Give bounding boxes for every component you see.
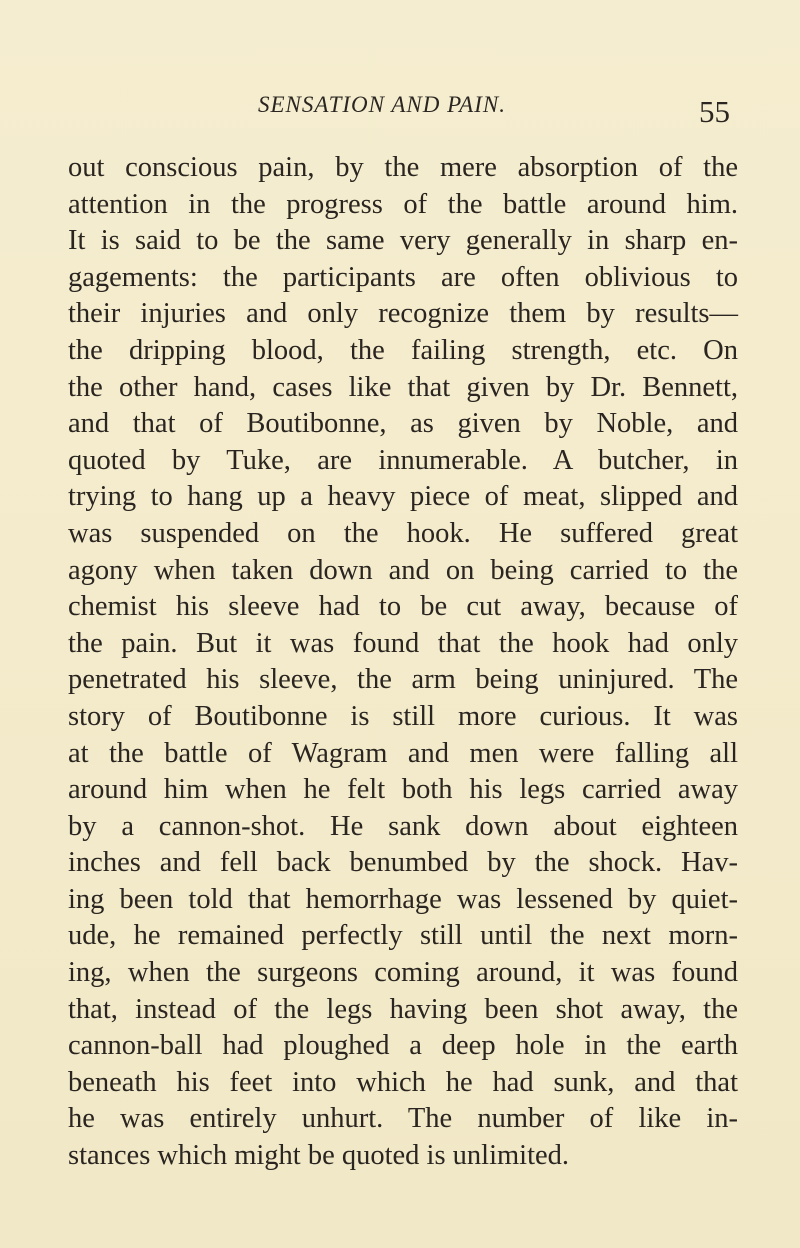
text-line: inches and fell back benumbed by the shock. Hav- [68,847,738,879]
text-line: It is said to be the same very generally in sharp en- [68,225,738,257]
text-line: by a cannon-shot. He sank down about eighteen [68,810,738,842]
text-line: ude, he remained perfectly still until the next morn- [68,920,738,952]
text-line: trying to hang up a heavy piece of meat, slipped and [68,481,738,513]
text-line: and that of Boutibonne, as given by Noble, and [68,408,738,440]
text-line: out conscious pain, by the mere absorption of the [68,152,738,183]
running-title: SENSATION AND PAIN. [258,92,506,117]
text-line: the pain. But it was found that the hook had only [68,627,738,659]
running-head [0,92,800,132]
text-line: that, instead of the legs having been shot away, the [68,993,738,1025]
body-text [68,150,738,1175]
text-line: agony when taken down and on being carried to the [68,554,738,586]
text-line: penetrated his sleeve, the arm being uninjured. The [68,664,738,696]
text-line: was suspended on the hook. He suffered great [68,517,738,549]
text-line: stances which might be quoted is unlimited. [68,1140,570,1172]
text-line: he was entirely unhurt. The number of like in- [68,1103,738,1135]
text-line: at the battle of Wagram and men were falling all [68,737,738,769]
text-line: the other hand, cases like that given by Dr. Bennett, [68,371,738,403]
text-line: story of Boutibonne is still more curious. It was [68,700,738,732]
text-line: the dripping blood, the failing strength, etc. On [68,334,738,366]
page-number: 55 [699,94,730,129]
text-line: cannon-ball had ploughed a deep hole in the earth [68,1030,738,1062]
text-line: their injuries and only recognize them by results— [68,298,738,330]
text-line: gagements: the participants are often oblivious to [68,261,738,293]
text-line: attention in the progress of the battle around him. [68,188,738,220]
text-line: ing been told that hemorrhage was lessened by quiet- [68,883,738,915]
text-line: quoted by Tuke, are innumerable. A butcher, in [68,444,738,476]
text-line: around him when he felt both his legs carried away [68,774,738,806]
text-line: chemist his sleeve had to be cut away, because of [68,591,738,623]
text-line: ing, when the surgeons coming around, it was found [68,957,738,989]
text-line: beneath his feet into which he had sunk, and that [68,1066,738,1098]
